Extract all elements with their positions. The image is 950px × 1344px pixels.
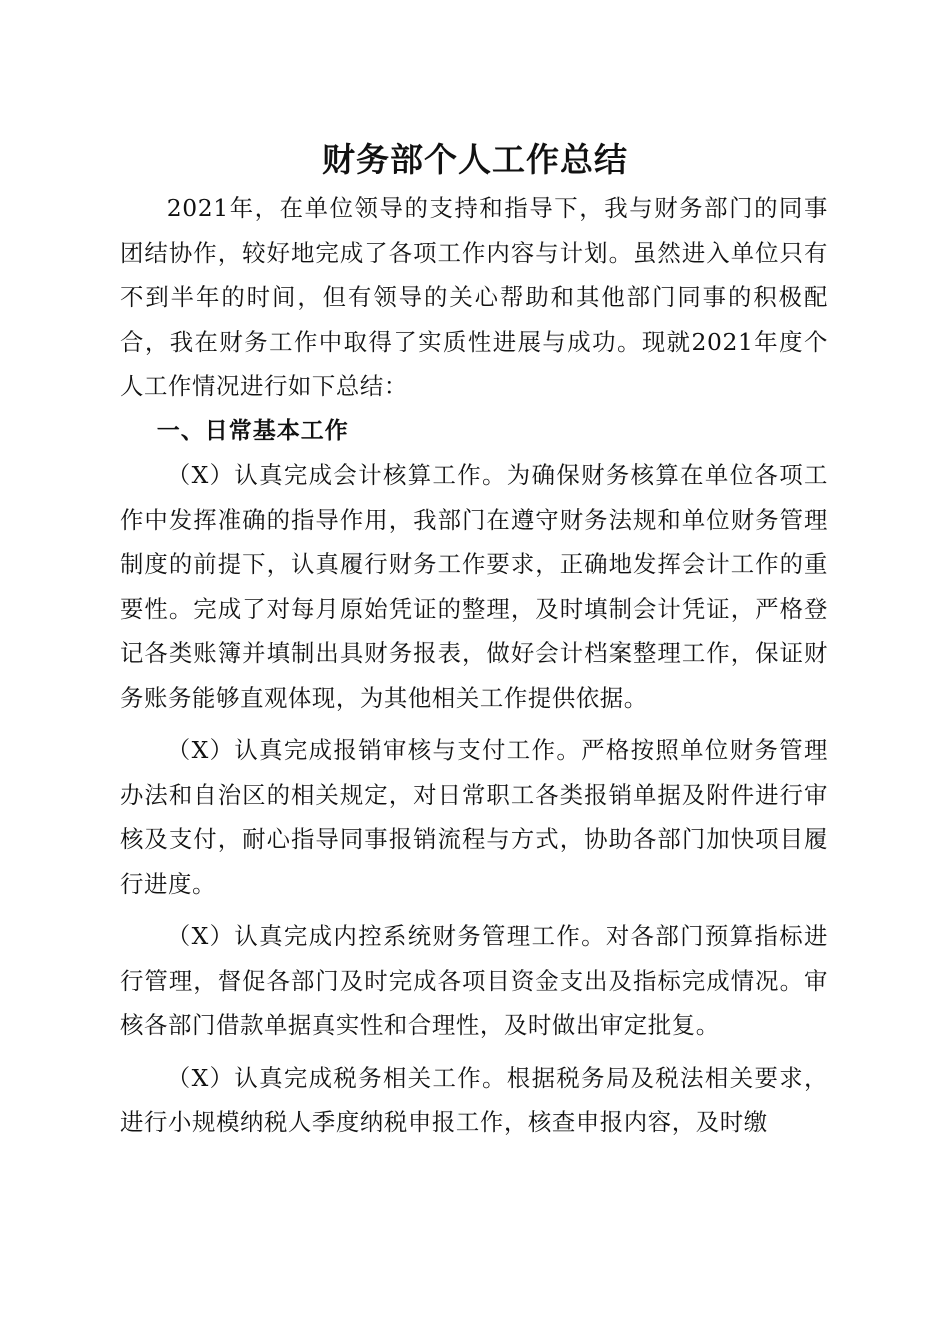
paragraph-accounting: （X）认真完成会计核算工作。为确保财务核算在单位各项工作中发挥准确的指导作用，我部门在遵守财务法规和单位财务管理制度的前提下，认真履行财务工作要求，正确地发挥会计工作的重要性。完成了对每月原始凭证的整理，及时填制会计凭证，严格登记各类账簿并填制出具财务报表，做好会计档案整理工作，保证财务账务能够直观体现，为其他相关工作提供依据。 xyxy=(120,461,828,712)
paragraph-reimbursement: （X）认真完成报销审核与支付工作。严格按照单位财务管理办法和自治区的相关规定，对日常职工各类报销单据及附件进行审核及支付，耐心指导同事报销流程与方式，协助各部门加快项目履行进度。 xyxy=(120,736,828,898)
document-title: 财务部个人工作总结 xyxy=(322,140,628,179)
intro-paragraph: 2021年，在单位领导的支持和指导下，我与财务部门的同事团结协作，较好地完成了各项工作内容与计划。虽然进入单位只有不到半年的时间，但有领导的关心帮助和其他部门同事的积极配合，我在财务工作中取得了实质性进展与成功。现就2021年度个人工作情况进行如下总结： xyxy=(120,194,828,400)
document-body xyxy=(120,186,828,1145)
paragraph-internal-control: （X）认真完成内控系统财务管理工作。对各部门预算指标进行管理，督促各部门及时完成各项目资金支出及指标完成情况。审核各部门借款单据真实性和合理性，及时做出审定批复。 xyxy=(120,922,828,1039)
section-heading: 一、日常基本工作 xyxy=(156,417,349,444)
paragraph-tax: （X）认真完成税务相关工作。根据税务局及税法相关要求，进行小规模纳税人季度纳税申报工作，核查申报内容，及时缴 xyxy=(120,1063,828,1136)
